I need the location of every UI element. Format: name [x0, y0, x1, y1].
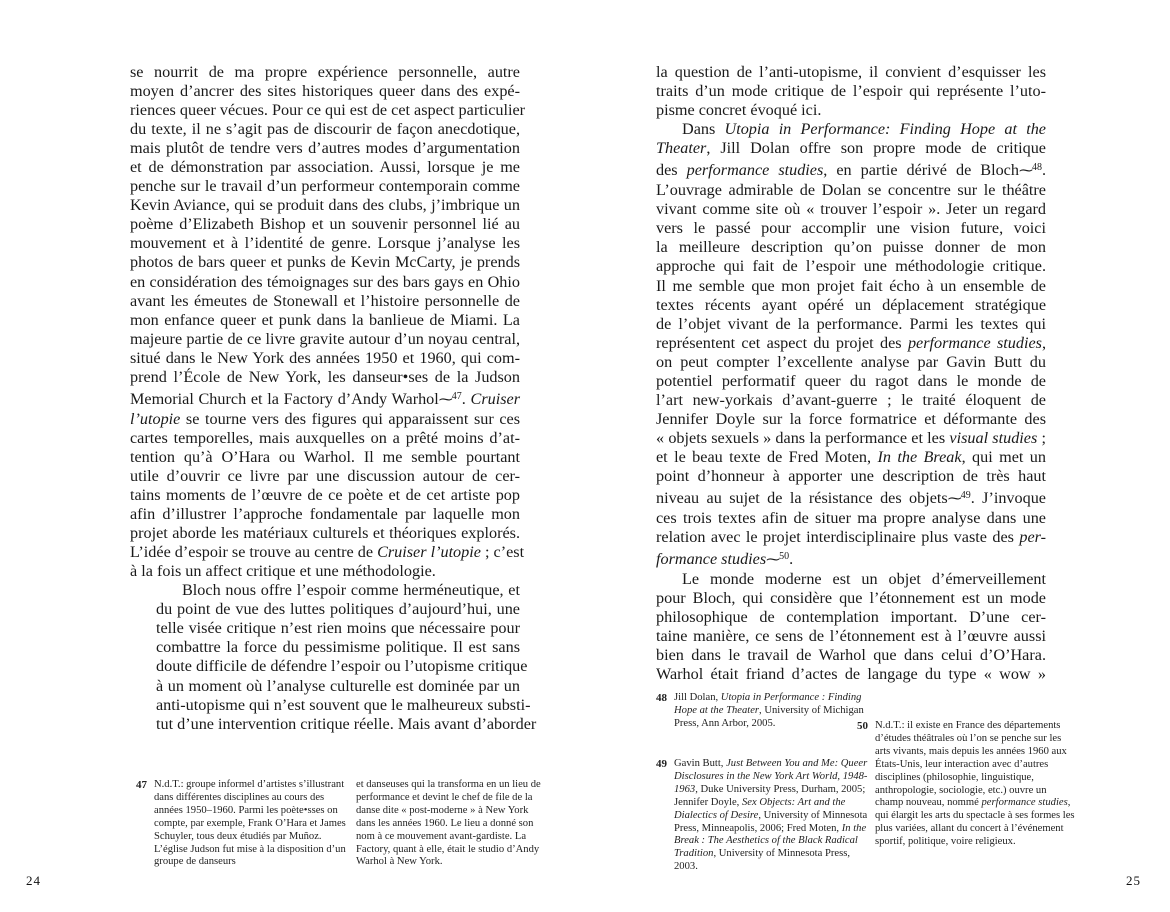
footnote-text: N.d.T.: il existe en France des départements d’études théâtrales où l’on se penche sur les arts vivants, mais depuis les années 1960 aux États-Unis, leur interaction avec d’autres disciplines (philosophie, linguistique, anthropologie, sociologie, etc.) ouvre un champ nouveau, nommé performance studies, qui élargit les arts du spectacle à ses formes les plus variées, allant du concert à l’événement sportif, politique, voire religieux.	[875, 720, 1075, 848]
footnote-text: Gavin Butt, Just Between You and Me: Queer Disclosures in the New York Art World, 1948-1963, Duke University Press, Durham, 2005; Jennifer Doyle, Sex Objects: Art and the Dialectics of Desire, University of Minnesota Press, Minneapolis, 2006; Fred Moten, In the Break : The Aesthetics of the Black Radical Tradition, University of Minnesota Press, 2003.	[674, 758, 868, 873]
text-line: anti-utopisme qui n’est souvent que le malheureux substi-	[156, 695, 531, 714]
text-line: majeure partie de ce livre gravite autour d’un noyau central,	[130, 329, 520, 348]
footnote-number: 47	[136, 779, 147, 791]
text-run: niveau au sujet de la résistance des objets	[656, 489, 948, 508]
text-run: se tourne vers des figures qui apparaissent sur ces	[180, 409, 520, 428]
text-line: combattre la force du pessimisme politique. Il est sans	[156, 638, 520, 657]
text-line: traits d’un mode critique de l’espoir qui représente l’uto-	[656, 82, 1046, 101]
text-line: moyen d’ancrer des sites historiques queer dans des expé-	[130, 82, 520, 101]
text-run: , en partie dérivé de Bloch	[823, 161, 1019, 180]
term: performance studies	[981, 797, 1068, 809]
footnote-number: 48	[656, 692, 667, 704]
text-line: mouvement et à l’identité de genre. Lorsque j’analyse les	[130, 234, 520, 253]
book-title: Utopia in Performance : Finding Hope at the Theater	[674, 692, 862, 716]
text-run: . J’invoque	[970, 489, 1046, 508]
note-wave-icon: ⁓	[766, 553, 780, 569]
text-run: représentent cet aspect du projet des	[656, 333, 908, 352]
text-line: du point de vue des luttes politiques d’aujourd’hui, une	[156, 600, 520, 619]
text-line: pisme concret évoqué ici.	[656, 101, 822, 120]
book-title: l’utopie	[130, 409, 181, 428]
text-line: Kevin Aviance, qui se produit dans des clubs, j’imbrique un	[130, 196, 520, 215]
footnote-text: N.d.T.: groupe informel d’artistes s’illustrant dans différentes disciplines au cours des années 1950–1960. Parmi les poète•sses on compte, par exemple, Frank O’Hara et James Schuyler, tous deux étudiés par Muñoz. L’église Judson fut mise à la disposition d’un groupe de danseurs	[154, 779, 346, 868]
footnote-ref-49[interactable]: ⁓$^{49}$	[947, 490, 971, 508]
book-title: Utopia in Performance: Finding Hope at the	[724, 120, 1046, 139]
text-run: ; c’est	[480, 543, 525, 562]
text-run: .	[789, 550, 794, 569]
left-body-text	[130, 63, 537, 734]
footnote-number: 50	[857, 720, 868, 732]
text-line: à un moment où l’analyse culturelle est dominée par un	[156, 676, 520, 695]
footnote-49	[656, 758, 874, 874]
footnote-text: Jill Dolan, Utopia in Performance : Finding Hope at the Theater, University of Michigan Press, Ann Arbor, 2005.	[674, 692, 864, 729]
text-run: des	[656, 161, 687, 180]
paragraph	[656, 120, 1046, 570]
text-line	[130, 543, 525, 562]
footnote-47-continued	[356, 779, 546, 869]
text-line: utile d’ouvrir ce livre par une discussion autour de cer-	[130, 466, 520, 485]
text-run: relation avec le projet interdisciplinaire plus vaste des	[656, 528, 1020, 547]
book-title: Cruiser	[470, 389, 520, 408]
footnote-47	[136, 779, 354, 869]
book-title: Just Between You and Me: Queer Disclosures in the New York Art World, 1948-1963	[674, 758, 868, 795]
text-line: textes récents ayant opéré un déplacement stratégique	[656, 295, 1046, 314]
text-line: poème d’Elizabeth Bishop et un souvenir personnel lié au	[130, 215, 520, 234]
text-line: tains moments de l’œuvre de ce poète et de cet artiste pop	[130, 486, 520, 505]
text-line: tention qu’à O’Hara ou Warhol. Il me semble pourtant	[130, 447, 520, 466]
book-title: In the Break : The Aesthetics of the Black Radical Tradition	[674, 822, 867, 860]
text-line: prend l’École de New York, les danseur•ses de la Judson	[130, 367, 520, 386]
text-line: potentiel performatif queer du ragot dans le monde de	[656, 371, 1046, 390]
footnote-number: 49	[656, 758, 667, 770]
book-title: Cruiser l’utopie	[377, 543, 481, 562]
text-line: philosophique de contemplation important. D’une cer-	[656, 608, 1046, 627]
text-line: en considération des témoignages sur des bars gays en Ohio	[130, 272, 520, 291]
note-wave-icon: ⁓	[438, 392, 452, 408]
book-title: In the Break	[877, 447, 962, 466]
text-line: Memorial Church et la Factory d’Andy Warhol⁓$^{47}$. Cruiser	[130, 389, 520, 408]
footnote-ref-48[interactable]: ⁓$^{48}$	[1018, 162, 1042, 180]
note-wave-icon: ⁓	[1018, 164, 1032, 180]
paragraph	[656, 570, 1046, 684]
text-line: situé dans le New York des années 1950 et 1960, qui com-	[130, 348, 520, 367]
text-line: mon enfance queer et punk dans la banlieue de Miami. La	[130, 310, 520, 329]
text-line: penche sur le travail d’un performeur contemporain comme	[130, 177, 520, 196]
page-number: 25	[1126, 873, 1141, 888]
text-line	[656, 547, 1046, 570]
text-line: avant les émeutes de Stonewall et l’histoire personnelle de	[130, 291, 520, 310]
paragraph	[656, 63, 1046, 120]
text-run: Memorial Church et la Factory d’Andy Warhol	[130, 389, 439, 408]
term: performance studies	[686, 161, 824, 180]
text-line: vers le passé pour accomplir une vision future, voici	[656, 219, 1046, 238]
text-line: photos de bars queer et punks de Kevin McCarty, je prends	[130, 253, 520, 272]
text-line	[656, 448, 1046, 467]
text-run: ,	[1041, 333, 1046, 352]
text-line	[130, 410, 520, 429]
text-line: se nourrit de ma propre expérience personnelle, autre	[130, 63, 520, 81]
term: visual studies	[949, 428, 1038, 447]
text-line: Jennifer Doyle sur la force formatrice et déformante des	[656, 409, 1046, 428]
book-title: Sex Objects: Art and the Dialectics of Desire	[674, 796, 846, 821]
text-line: Bloch nous offre l’espoir comme herméneutique, et	[182, 581, 520, 600]
term: formance studies	[656, 550, 767, 569]
footnote-50	[857, 720, 1075, 849]
text-line: on peut compter l’excellente analyse par Gavin Butt du	[656, 352, 1046, 371]
text-line: vivant comme site où « trouver l’espoir ». Jeter un regard	[656, 200, 1046, 219]
text-line: riences queer vécues. Pour ce qui est de cet aspect particulier	[130, 101, 526, 120]
text-line: afin d’illustrer l’approche fondamentale par laquelle mon	[130, 505, 520, 524]
text-line: doute difficile de défendre l’espoir ou l’utopisme critique	[156, 657, 528, 676]
text-run: Dans	[682, 120, 725, 139]
paragraph	[130, 63, 526, 581]
right-body-text	[656, 63, 1046, 685]
text-line	[656, 486, 1046, 509]
note-wave-icon: ⁓	[947, 492, 961, 508]
text-run: L’idée d’espoir se trouve au centre de	[130, 543, 378, 562]
text-line: Il me semble que mon projet fait écho à un ensemble de	[656, 276, 1046, 295]
footnote-ref-50[interactable]: ⁓$^{50}$	[766, 551, 790, 569]
text-line	[656, 429, 1046, 448]
text-line: taine manière, ce sens de l’étonnement est à l’œuvre aussi	[656, 627, 1046, 646]
text-line: à la fois un affect critique et une méthodologie.	[130, 562, 436, 581]
text-line: pour Bloch, qui considère que l’étonnement est un mode	[656, 589, 1046, 608]
text-line: des performance studies, en partie dérivé de Bloch⁓$^{48}$.	[656, 161, 1046, 180]
text-run: , qui met un	[961, 447, 1046, 466]
text-run: et le beau texte de Fred Moten,	[656, 447, 878, 466]
book-title: Theater	[656, 139, 707, 158]
text-run: ;	[1037, 428, 1047, 447]
text-line: ces trois textes afin de situer ma propre analyse dans une	[656, 509, 1046, 528]
text-line: L’ouvrage admirable de Dolan se concentre sur le théâtre	[656, 181, 1046, 200]
page-number: 24	[26, 873, 41, 888]
footnote-48	[656, 692, 874, 731]
footnote-ref-47[interactable]: ⁓$^{47}$	[438, 390, 462, 408]
text-line: du texte, il ne s’agit pas de discourir de façon anecdotique,	[130, 120, 520, 139]
text-line: bien dans le travail de Warhol que dans celui d’O’Hara.	[656, 646, 1046, 665]
text-line	[656, 120, 1046, 139]
text-line	[656, 139, 1046, 158]
text-line: Le monde moderne est un objet d’émerveillement	[682, 570, 1046, 589]
right-page	[585, 0, 1170, 912]
paragraph	[130, 581, 537, 733]
text-line: la question de l’anti-utopisme, il convient d’esquisser les	[656, 63, 1046, 81]
text-run: , Jill Dolan offre son propre mode de critique	[706, 139, 1046, 158]
text-line: de l’objet vivant de la performance. Parmi les textes qui	[656, 314, 1046, 333]
text-line: projet aborde les matériaux culturels et théoriques explorés.	[130, 524, 520, 543]
text-line: la meilleure description qu’on puisse donner de mon	[656, 238, 1046, 257]
term: performance studies	[907, 333, 1042, 352]
text-line: telle visée critique n’est rien moins que nécessaire pour	[156, 619, 520, 638]
text-line: cartes temporelles, mais auxquelles on a prêté moins d’at-	[130, 428, 520, 447]
text-line: point d’honneur à apporter une description de très haut	[656, 466, 1046, 485]
text-run: « objets sexuels » dans la performance et les	[656, 428, 950, 447]
text-line: Warhol était friand d’actes de langage du type « wow »	[656, 665, 1046, 684]
term: per-	[1019, 528, 1046, 547]
text-line: et de démonstration par association. Aussi, lorsque je me	[130, 158, 520, 177]
text-line: mais plutôt de tendre vers d’autres modes d’argumentation	[130, 139, 520, 158]
text-line: tut d’une intervention critique réelle. Mais avant d’aborder	[156, 714, 537, 733]
footnote-text: et danseuses qui la transforma en un lieu de performance et devint le chef de file de la danse dite « post-moderne » à New York dans les années 1960. Le lieu a donné son nom à ce mouvement avant-gardiste. La Factory, quant à elle, était le studio d’Andy Warhol à New York.	[356, 779, 541, 868]
text-line	[656, 334, 1046, 353]
text-line	[656, 528, 1046, 547]
text-line: l’art new-yorkais d’avant-guerre ; le traité éloquent de	[656, 390, 1046, 409]
text-line: approche qui fait de l’espoir une méthodologie critique.	[656, 257, 1046, 276]
